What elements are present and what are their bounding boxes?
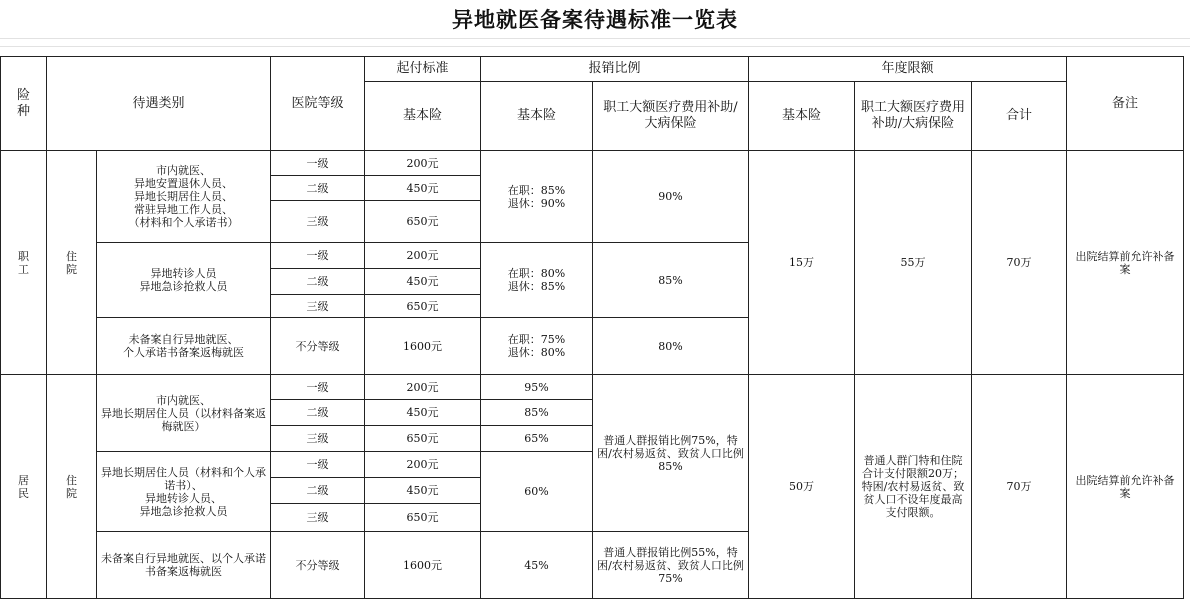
resident-g1-level: 二级	[270, 399, 365, 426]
employee-g1-deductible: 200元	[364, 150, 481, 176]
resident-limit-total: 70万	[971, 374, 1067, 599]
employee-g2-basic-ratio: 在职：80% 退休：85%	[480, 242, 593, 318]
header-hospital-level: 医院等级	[270, 56, 365, 151]
resident-g2-level: 二级	[270, 477, 365, 504]
employee-g2-level: 三级	[270, 294, 365, 318]
employee-g2-deductible: 450元	[364, 268, 481, 295]
employee-g3-basic-ratio: 在职：75% 退休：80%	[480, 317, 593, 375]
employee-g2-level: 一级	[270, 242, 365, 269]
employee-limit-total: 70万	[971, 150, 1067, 375]
employee-g1-category: 市内就医、 异地安置退休人员、 异地长期居住人员、 常驻异地工作人员、 （材料和个人承诺书）	[96, 150, 271, 243]
resident-g1-deductible: 650元	[364, 425, 481, 452]
employee-g3-level: 不分等级	[270, 317, 365, 375]
resident-g1-basic-ratio: 95%	[480, 374, 593, 400]
employee-g2-deductible: 200元	[364, 242, 481, 269]
resident-g3-category: 未备案自行异地就医、以个人承诺书备案返梅就医	[96, 531, 271, 599]
resident-g2-deductible: 200元	[364, 451, 481, 478]
header-limit-basic: 基本险	[748, 81, 855, 151]
resident-g3-deductible: 1600元	[364, 531, 481, 599]
resident-g2-basic-ratio: 60%	[480, 451, 593, 532]
employee-g1-supplement-ratio: 90%	[592, 150, 749, 243]
employee-g3-supplement-ratio: 80%	[592, 317, 749, 375]
employee-g1-level: 三级	[270, 200, 365, 243]
resident-g3-level: 不分等级	[270, 531, 365, 599]
resident-type: 居 民	[0, 374, 47, 599]
header-reimburse-basic: 基本险	[480, 81, 593, 151]
employee-scope: 住 院	[46, 150, 97, 375]
header-limit-total: 合计	[971, 81, 1067, 151]
employee-g1-deductible: 650元	[364, 200, 481, 243]
header-reimburse-supplement: 职工大额医疗费用补助/大病保险	[592, 81, 749, 151]
resident-g1-level: 三级	[270, 425, 365, 452]
employee-g1-deductible: 450元	[364, 175, 481, 201]
grid-divider	[0, 38, 1190, 39]
header-benefit-category: 待遇类别	[46, 56, 271, 151]
resident-g1-deductible: 450元	[364, 399, 481, 426]
resident-limit-basic: 50万	[748, 374, 855, 599]
employee-g1-level: 二级	[270, 175, 365, 201]
resident-supplement-ratio-main: 普通人群报销比例75%，特困/农村易返贫、致贫人口比例85%	[592, 374, 749, 532]
employee-g2-deductible: 650元	[364, 294, 481, 318]
resident-g1-level: 一级	[270, 374, 365, 400]
resident-g1-basic-ratio: 65%	[480, 425, 593, 452]
employee-g1-level: 一级	[270, 150, 365, 176]
grid-divider	[0, 46, 1190, 47]
employee-remarks: 出院结算前允许补备案	[1066, 150, 1184, 375]
employee-g3-deductible: 1600元	[364, 317, 481, 375]
employee-g1-basic-ratio: 在职：85% 退休：90%	[480, 150, 593, 243]
employee-g2-level: 二级	[270, 268, 365, 295]
header-deductible-basic: 基本险	[364, 81, 481, 151]
header-reimburse-group: 报销比例	[480, 56, 749, 82]
resident-g3-supplement-ratio: 普通人群报销比例55%，特困/农村易返贫、致贫人口比例75%	[592, 531, 749, 599]
resident-g1-basic-ratio: 85%	[480, 399, 593, 426]
resident-g1-deductible: 200元	[364, 374, 481, 400]
resident-g1-category: 市内就医、 异地长期居住人员（以材料备案返梅就医）	[96, 374, 271, 452]
employee-g3-category: 未备案自行异地就医、 个人承诺书备案返梅就医	[96, 317, 271, 375]
resident-scope: 住 院	[46, 374, 97, 599]
header-annual-limit-group: 年度限额	[748, 56, 1067, 82]
page-title: 异地就医备案待遇标准一览表	[452, 7, 738, 32]
resident-g2-deductible: 650元	[364, 503, 481, 532]
employee-limit-basic: 15万	[748, 150, 855, 375]
resident-g2-category: 异地长期居住人员（材料和个人承诺书）、 异地转诊人员、 异地急诊抢救人员	[96, 451, 271, 532]
resident-g2-level: 一级	[270, 451, 365, 478]
header-limit-supplement: 职工大额医疗费用补助/大病保险	[854, 81, 972, 151]
employee-g2-category: 异地转诊人员 异地急诊抢救人员	[96, 242, 271, 318]
employee-type: 职 工	[0, 150, 47, 375]
header-remarks: 备注	[1066, 56, 1184, 151]
resident-g3-basic-ratio: 45%	[480, 531, 593, 599]
resident-limit-supplement: 普通人群门特和住院合计支付限额20万；特困/农村易返贫、致贫人口不设年度最高支付限额。	[854, 374, 972, 599]
resident-g2-level: 三级	[270, 503, 365, 532]
resident-g2-deductible: 450元	[364, 477, 481, 504]
employee-limit-supplement: 55万	[854, 150, 972, 375]
employee-g2-supplement-ratio: 85%	[592, 242, 749, 318]
header-deductible-group: 起付标准	[364, 56, 481, 82]
header-insurance-type: 险 种	[0, 56, 47, 151]
resident-remarks: 出院结算前允许补备案	[1066, 374, 1184, 599]
